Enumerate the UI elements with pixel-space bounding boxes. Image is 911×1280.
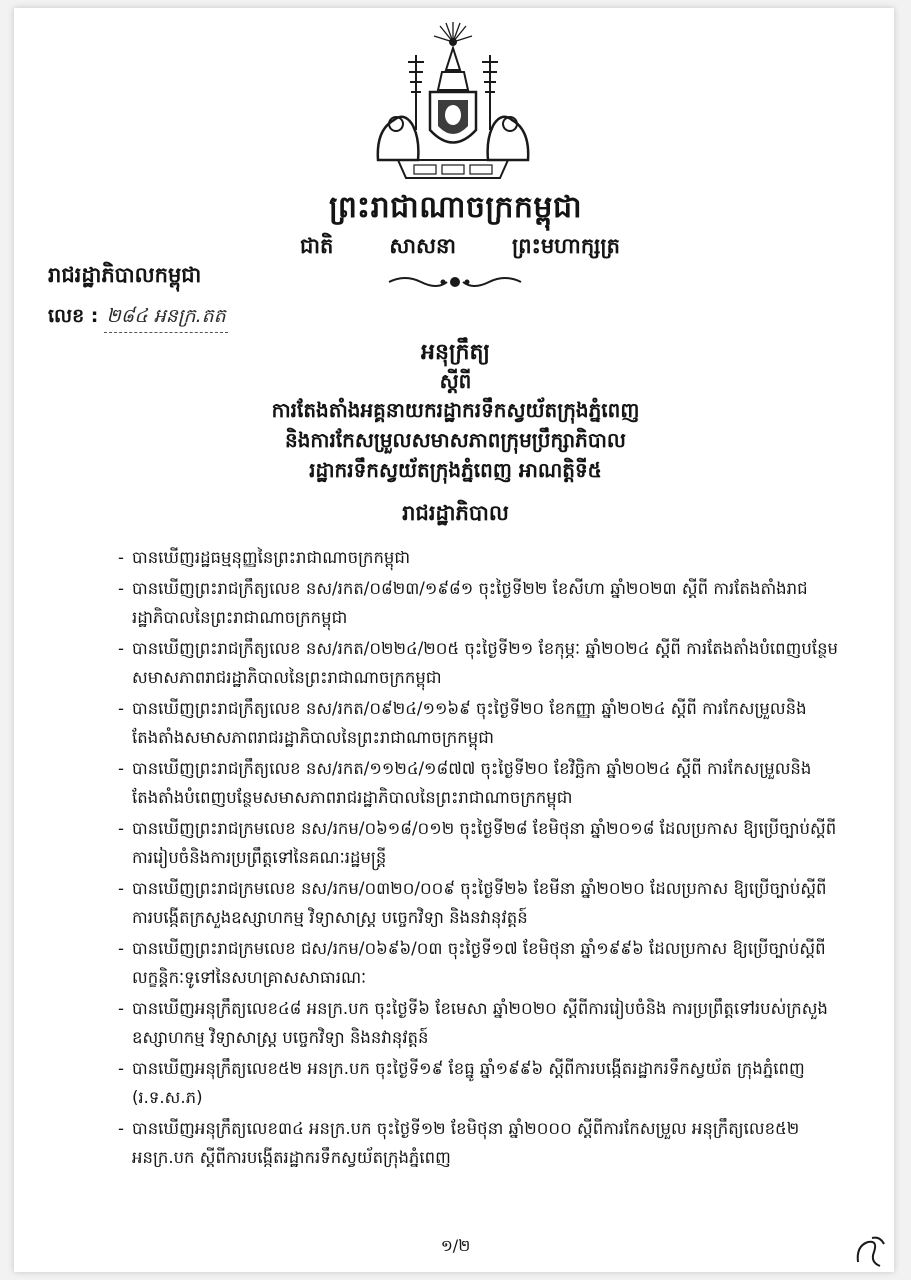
list-item: - បានឃើញព្រះរាជក្រមលេខ ជស/រកម/០៦៩៦/០៣ ចុះថ្ងៃទី១៧ ខែមិថុនា ឆ្នាំ១៩៩៦ ដែលប្រកាស ឱ្យប្រើច្បាប់ស្តីពីលក្ខន្តិកៈទូទៅនៃសហគ្រាសសាធារណៈ — [118, 934, 838, 992]
title-line-2: និងការកែសម្រួលសមាសភាពក្រុមប្រឹក្សាភិបាល — [285, 428, 626, 452]
reference-number-line — [48, 304, 228, 333]
list-item: - បានឃើញព្រះរាជក្រឹត្យលេខ នស/រកត/០២២៤/២០៥ ចុះថ្ងៃទី២១ ខែកុម្ភៈ ឆ្នាំ២០២៤ ស្តីពី ការតែងតាំងបំពេញបន្ថែមសមាសភាពរាជរដ្ឋាភិបាលនៃព្រះរាជាណាចក្រកម្ពុជា — [118, 634, 838, 692]
list-item: - បានឃើញអនុក្រឹត្យលេខ៤៨ អនក្រ.បក ចុះថ្ងៃទី៦ ខែមេសា ឆ្នាំ២០២០ ស្តីពីការរៀបចំនិង ការប្រព្រឹត្តទៅរបស់ក្រសួងឧស្សាហកម្ម វិទ្យាសាស្ត្រ បច្ចេកវិទ្យា និងនវានុវត្តន៍ — [118, 994, 838, 1052]
motto-king: ព្រះមហាក្សត្រ — [512, 234, 620, 258]
list-item: - បានឃើញព្រះរាជក្រឹត្យលេខ នស/រកត/០៨២៣/១៩៨១ ចុះថ្ងៃទី២២ ខែសីហា ឆ្នាំ២០២៣ ស្តីពី ការតែងតាំងរាជរដ្ឋាភិបាលនៃព្រះរាជាណាចក្រកម្ពុជា — [118, 574, 838, 632]
title-line-1: ការតែងតាំងអគ្គនាយករដ្ឋាករទឹកស្វយ័តក្រុងភ្នំពេញ — [271, 398, 640, 422]
list-item: - បានឃើញអនុក្រឹត្យលេខ៥២ អនក្រ.បក ចុះថ្ងៃទី១៩ ខែធ្នូ ឆ្នាំ១៩៩៦ ស្តីពីការបង្កើតរដ្ឋាករទឹកស្វយ័ត ក្រុងភ្នំពេញ (រ.ទ.ស.ភ) — [118, 1054, 838, 1112]
list-item: - បានឃើញព្រះរាជក្រឹត្យលេខ នស/រកត/០៩២៤/១១៦៩ ចុះថ្ងៃទី២០ ខែកញ្ញា ឆ្នាំ២០២៤ ស្តីពី ការកែសម្រួលនិងតែងតាំងសមាសភាពរាជរដ្ឋាភិបាលនៃព្រះរាជាណាចក្រកម្ពុជា — [118, 694, 838, 752]
ref-label: លេខ : — [48, 305, 99, 327]
ref-number: ២៨៤ អនក្រ.តត — [104, 304, 227, 333]
issuer-name: រាជរដ្ឋាភិបាលកម្ពុជា — [48, 263, 202, 287]
title-line-3: រដ្ឋាករទឹកស្វយ័តក្រុងភ្នំពេញ អាណត្តិទី៥ — [309, 458, 602, 482]
ornament-divider-icon — [385, 270, 525, 294]
list-item: - បានឃើញព្រះរាជក្រមលេខ នស/រកម/០៣២០/០០៩ ចុះថ្ងៃទី២៦ ខែមីនា ឆ្នាំ២០២០ ដែលប្រកាស ឱ្យប្រើច្បាប់ស្តីពីការបង្កើតក្រសួងឧស្សាហកម្ម វិទ្យាសាស្ត្រ បច្ចេកវិទ្យា និងនវានុវត្តន៍ — [118, 874, 838, 932]
authority-heading: រាជរដ្ឋាភិបាល — [402, 501, 509, 525]
handwritten-initial-icon — [850, 1232, 890, 1272]
list-item: - បានឃើញអនុក្រឹត្យលេខ៣៤ អនក្រ.បក ចុះថ្ងៃទី១២ ខែមិថុនា ឆ្នាំ២០០០ ស្តីពីការកែសម្រួល អនុក្រឹត្យលេខ៥២ អនក្រ.បក ស្តីពីការបង្កើតរដ្ឋាករទឹកស្វយ័តក្រុងភ្នំពេញ — [118, 1114, 838, 1172]
national-motto — [300, 233, 620, 264]
motto-nation: ជាតិ — [300, 234, 334, 258]
motto-religion: សាសនា — [389, 234, 456, 258]
list-item: - បានឃើញព្រះរាជក្រឹត្យលេខ នស/រកត/១១២៤/១៨៧៧ ចុះថ្ងៃទី២០ ខែវិច្ឆិកា ឆ្នាំ២០២៤ ស្តីពី ការកែសម្រួលនិងតែងតាំងបំពេញបន្ថែមសមាសភាពរាជរដ្ឋាភិបាលនៃព្រះរាជាណាចក្រកម្ពុជា — [118, 754, 838, 812]
title-about: ស្តីពី — [439, 369, 472, 393]
document-type: អនុក្រឹត្យ — [421, 340, 490, 365]
kingdom-heading: ព្រះរាជាណាចក្រកម្ពុជា — [328, 190, 583, 225]
page-number: ១/២ — [440, 1236, 471, 1255]
reference-list — [118, 543, 838, 1174]
list-item: - បានឃើញព្រះរាជក្រមលេខ នស/រកម/០៦១៨/០១២ ចុះថ្ងៃទី២៨ ខែមិថុនា ឆ្នាំ២០១៨ ដែលប្រកាស ឱ្យប្រើច្បាប់ស្តីពីការរៀបចំនិងការប្រព្រឹត្តទៅនៃគណៈរដ្ឋមន្ត្រី — [118, 814, 838, 872]
list-item: - បានឃើញរដ្ឋធម្មនុញ្ញនៃព្រះរាជាណាចក្រកម្ពុជា — [118, 543, 838, 572]
royal-arms-icon — [368, 20, 538, 190]
